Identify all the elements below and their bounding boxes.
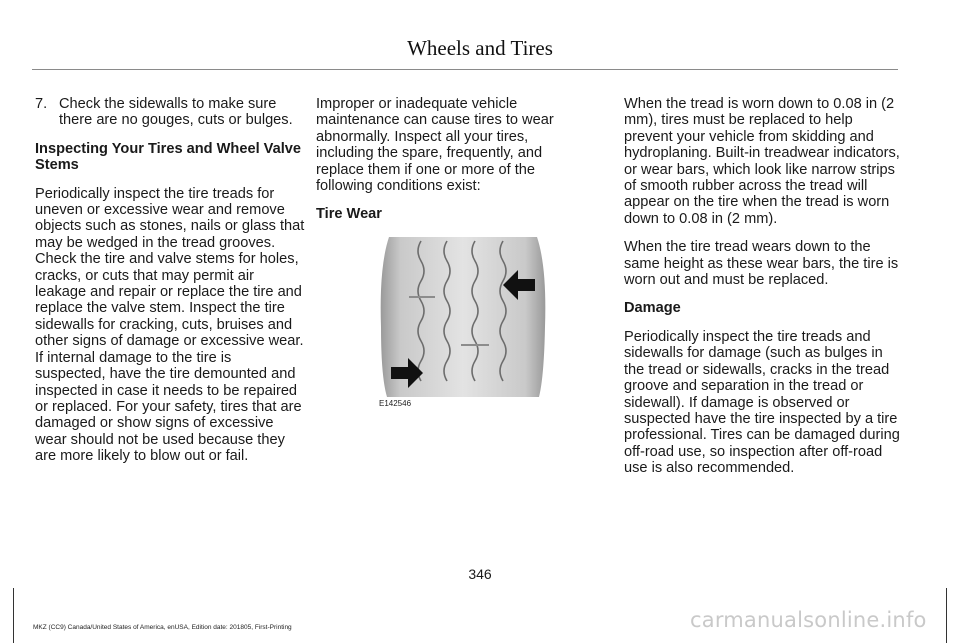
- crop-mark-left: [13, 588, 14, 643]
- step-item: [35, 96, 305, 141]
- edition-footer: MKZ (CC9) Canada/United States of America, enUSA, Edition date: 201805, First-Printing: [33, 624, 292, 631]
- paragraph-maintenance: Improper or inadequate vehicle maintenance can cause tires to wear abnormally. Inspect all your tires, including the spare, frequently, and replace them if one or more of the following conditions exist:: [316, 96, 554, 195]
- page-title: Wheels and Tires: [407, 36, 553, 60]
- step-text: Check the sidewalls to make sure there are no gouges, cuts or bulges.: [59, 96, 293, 129]
- column-right: [624, 96, 900, 489]
- crop-mark-right: [946, 588, 947, 643]
- paragraph-inspecting: Periodically inspect the tire treads for uneven or excessive wear and remove objects such as stones, nails or glass that may be wedged in the tread grooves. Check the tire and valve stems for holes, cracks, or cuts that may permit air leakage and repair or replace the tire and replace the valve stem. Inspect the tire sidewalls for cracking, cuts, bruises and other signs of damage or excessive wear. If internal damage to the tire is suspected, have the tire demounted and inspected in case it needs to be repaired or replaced. For your safety, tires that are damaged or show signs of excessive wear should not be used because they are more likely to blow out or fail.: [35, 185, 305, 465]
- paragraph-tread-worn: When the tread is worn down to 0.08 in (2 mm), tires must be replaced to help prevent your vehicle from skidding and hydroplaning. Built-in treadwear indicators, or wear bars, which look like narrow strips of smooth rubber across the tread will appear on the tire when the tread is worn down to 0.08 in (2 mm).: [624, 96, 900, 227]
- paragraph-wear-bars: When the tire tread wears down to the same height as these wear bars, the tire is worn out and must be replaced.: [624, 239, 899, 289]
- section-heading-inspecting: Inspecting Your Tires and Wheel Valve Stems: [35, 140, 302, 174]
- column-left: [35, 96, 305, 477]
- paragraph-damage: Periodically inspect the tire treads and sidewalls for damage (such as bulges in the tread or sidewalls, cracks in the tread groove and separation in the tread or sidewall). If damage is observed or suspected have the tire inspected by a tire professional. Tires can be damaged during off-road use, so inspection after off-road use is also recommended.: [624, 328, 900, 477]
- step-number: 7.: [35, 96, 48, 112]
- figure-code: E142546: [379, 399, 412, 408]
- section-heading-tire-wear: Tire Wear: [316, 206, 382, 223]
- site-watermark: carmanualsonline.info: [690, 608, 927, 632]
- tire-wear-illustration: [379, 237, 547, 412]
- column-middle: [316, 96, 586, 235]
- section-heading-damage: Damage: [624, 300, 681, 317]
- page-number: 346: [468, 566, 492, 582]
- header-divider: [32, 69, 898, 70]
